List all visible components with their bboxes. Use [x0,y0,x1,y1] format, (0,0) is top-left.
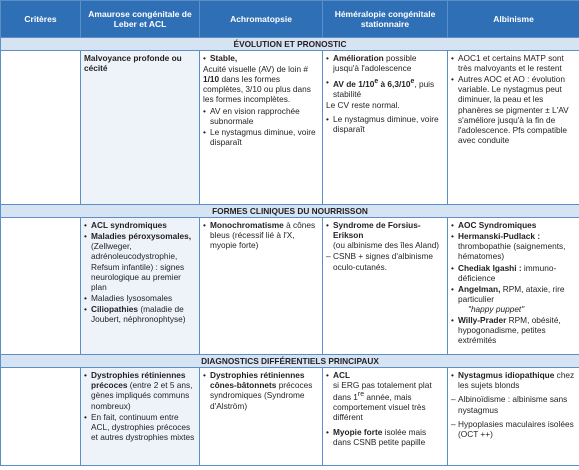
lca-evolution-text: Malvoyance profonde ou cécité [84,53,182,74]
list-item: • Chediak Igashi : immuno-déficience [451,263,576,283]
cell-infant-night [323,218,448,355]
section-title-infant: FORMES CLINIQUES DU NOURRISSON [1,205,579,218]
list-item: • Stable, [203,53,319,63]
header-albinism: Albinisme [448,1,579,38]
list-item: • Le nystagmus diminue, voire disparaît [203,127,319,147]
section-evolution [1,38,579,51]
section-infant [1,205,579,218]
list-item: • Angelman, RPM, ataxie, rire particulier "happy puppet" [451,284,576,314]
cell-infant-albinism [448,218,579,355]
cell-differential-achro [200,368,323,466]
list-item: • Dystrophies rétiniennes précoces (entre 2 et 5 ans, gènes impliqués communs nombreux) [84,370,196,410]
header-criteria: Critères [1,1,81,38]
cell-evolution-achro [200,51,323,205]
section-title-differential: DIAGNOSTICS DIFFÉRENTIELS PRINCIPAUX [1,355,579,368]
list-item: • Willy-Prader RPM, obésité, hypogonadisme, petites extrémités [451,315,576,345]
list-item: • Myopie forte isolée mais dans CSNB petite papille [326,427,444,447]
header-night-blindness: Héméralopie congénitale stationnaire [323,1,448,38]
list-item: • Syndrome de Forsius-Erikson (ou albinisme des îles Aland) [326,220,444,250]
list-item: • AOC Syndromiques [451,220,576,230]
criteria-cell-evolution [1,51,81,205]
cell-infant-lca [81,218,200,355]
list-item: • ACL si ERG pas totalement plat dans 1re année, mais comportement visuel très différent [326,370,444,422]
row-differential [1,368,579,466]
cell-evolution-night [323,51,448,205]
list-item: • En fait, continuum entre ACL, dystrophies précoces et autres dystrophies mixtes [84,412,196,442]
header-row [1,1,579,38]
list-item: – Albinoïdisme : albinisme sans nystagmus [451,394,576,414]
list-item: • Le nystagmus diminue, voire disparaît [326,114,444,134]
row-evolution [1,51,579,205]
list-item: • Amélioration possible jusqu'à l'adolescence [326,53,444,73]
list-item: • AV en vision rapprochée subnormale [203,106,319,126]
cell-infant-achro [200,218,323,355]
section-title-evolution: ÉVOLUTION ET PRONOSTIC [1,38,579,51]
criteria-cell-differential [1,368,81,466]
cell-differential-lca [81,368,200,466]
header-achromatopsia: Achromatopsie [200,1,323,38]
cell-differential-albinism [448,368,579,466]
section-differential [1,355,579,368]
list-item: • Maladies lysosomales [84,293,196,303]
cell-evolution-albinism [448,51,579,205]
list-item: • ACL syndromiques [84,220,196,230]
list-item: – Hypoplasies maculaires isolées (OCT ++) [451,419,576,439]
list-item: • Dystrophies rétiniennes cônes-bâtonnets précoces syndromiques (Syndrome d'Alström) [203,370,319,410]
list-item: • Ciliopathies (maladie de Joubert, néphronophtyse) [84,304,196,324]
list-item: • Monochromatisme à cônes bleus (récessif lié à l'X, myopie forte) [203,220,319,250]
list-item: • Maladies péroxysomales, (Zellweger, adrénoleucodystrophie, Refsum infantile) : signes neurologique au premier plan [84,231,196,292]
row-infant [1,218,579,355]
list-item: • Hermanski-Pudlack : thrombopathie (saignements, hématomes) [451,231,576,261]
list-item: • AOC1 et certains MATP sont très malvoyants et le restent [451,53,576,73]
cell-evolution-lca [81,51,200,205]
list-item: Le CV reste normal. [326,100,400,111]
list-item: Acuité visuelle (AV) de loin # 1/10 dans les formes complètes, 3/10 ou plus dans les formes incomplètes. [203,64,311,105]
header-lca: Amaurose congénitale de Leber et ACL [81,1,200,38]
list-item: • AV de 1/10e à 6,3/10e, puis stabilité [326,77,444,99]
list-item: • Autres AOC et AO : évolution variable. Le nystagmus peut diminuer, la peau et les phanères se pigmenter ± L'AV s'améliore jusqu'à la fin de l'adolescence. Pfs compatible avec conduite [451,74,576,145]
criteria-cell-infant [1,218,81,355]
list-item: – CSNB + signes d'albinisme oculo-cutanés. [326,251,444,271]
cell-differential-night [323,368,448,466]
list-item: • Nystagmus idiopathique chez les sujets blonds [451,370,576,390]
